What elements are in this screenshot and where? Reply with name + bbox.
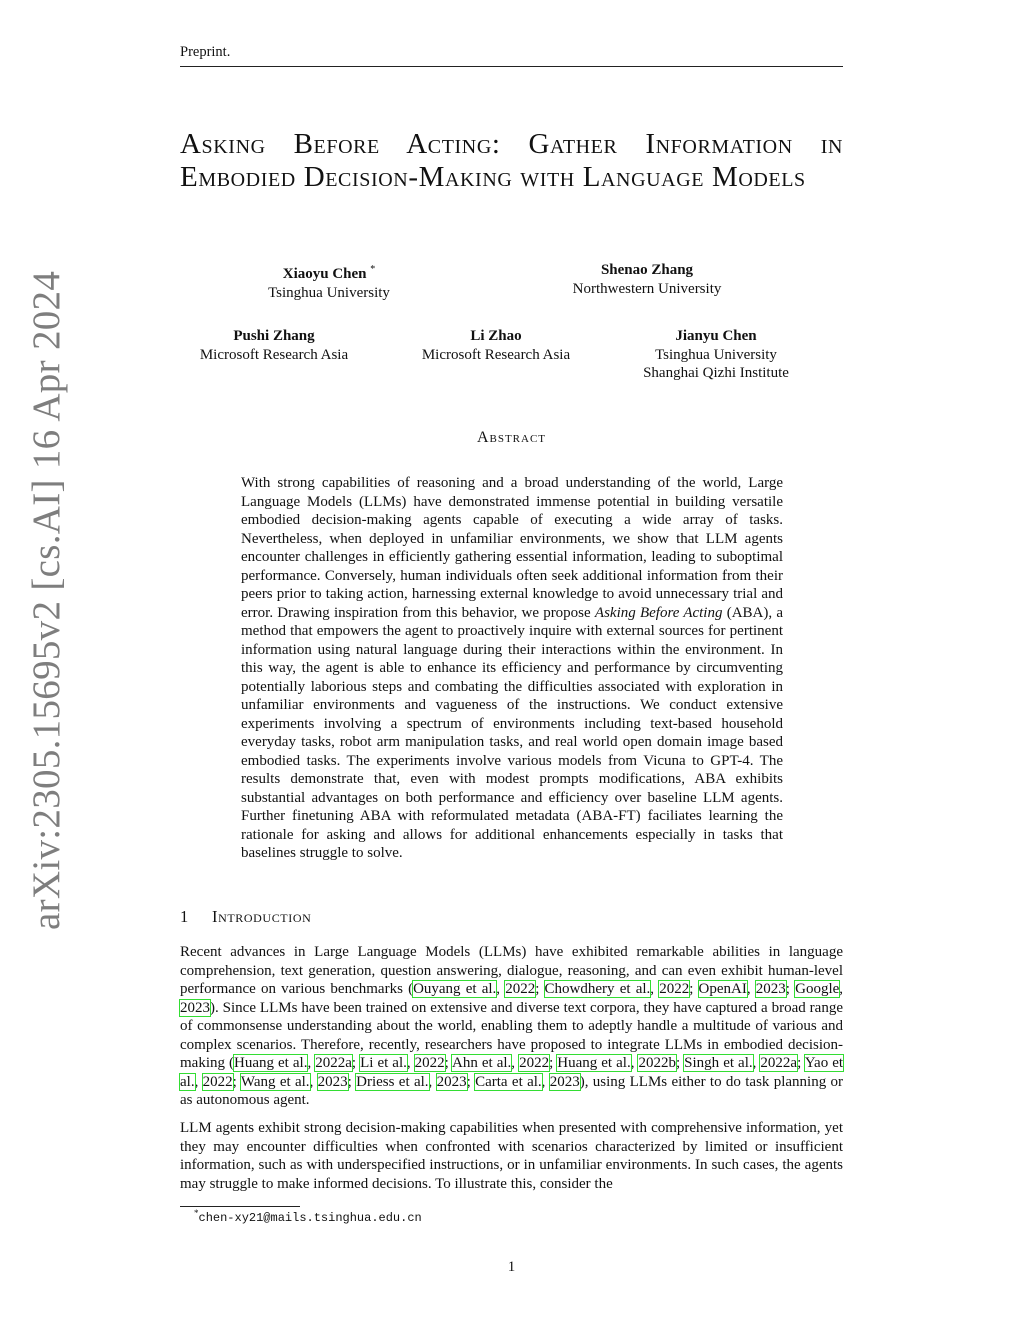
paragraph-text: Recent advances in Large Language Models (LLMs) have exhibited remarkable abilities in language comprehension, text generation, question answering, dialogue, reasoning, and can even exhibit human-level performance on various benchmarks ( <box>180 944 843 997</box>
paragraph-text: , <box>309 1073 318 1090</box>
author-block <box>229 261 429 302</box>
paragraph-text: ; <box>675 1055 685 1071</box>
paragraph-text: , <box>307 1055 316 1071</box>
author-affiliation: Tsinghua University <box>268 284 390 301</box>
citation-link[interactable]: 2023 <box>755 981 786 997</box>
paragraph-text: ; <box>797 1055 805 1071</box>
author-name: Xiaoyu Chen <box>282 266 367 282</box>
citation-link[interactable]: 2023 <box>180 999 210 1016</box>
author-name: Shenao Zhang <box>600 262 694 278</box>
paragraph-text: ; <box>347 1073 357 1090</box>
citation-link[interactable]: 2023 <box>436 1073 467 1090</box>
intro-paragraph-2: LLM agents exhibit strong decision-making capabilities when presented with comprehensive information, yet they may encounter difficulties when confronted with scenarios characterized by limited or insufficient information, such as with underspecified instructions, or in unfamiliar environments. In such cases, the agents may struggle to make informed decisions. To illustrate this, consider the <box>180 1120 843 1192</box>
paragraph-text: , <box>406 1055 415 1071</box>
paragraph-text: , <box>511 1055 520 1071</box>
citation-link[interactable]: 2022a <box>760 1055 798 1071</box>
citation-link[interactable]: 2022b <box>638 1055 676 1071</box>
author-block <box>174 327 374 364</box>
footnote <box>194 1208 422 1225</box>
paragraph-text: ; <box>232 1073 241 1090</box>
paragraph-text: ; <box>535 981 545 997</box>
author-block <box>616 327 816 383</box>
citation-link[interactable]: Ouyang et al. <box>413 981 497 997</box>
author-affiliation: Tsinghua University <box>655 346 777 363</box>
paragraph-text: , <box>541 1073 550 1090</box>
paragraph-text: ; <box>549 1055 558 1071</box>
author-affiliation-secondary: Shanghai Qizhi Institute <box>643 365 789 381</box>
citation-link[interactable]: Wang et al. <box>240 1073 310 1090</box>
paragraph-text: , <box>496 981 506 997</box>
footnote-rule <box>180 1206 300 1207</box>
section-number: 1 <box>180 907 189 926</box>
paragraph-text: , <box>194 1073 203 1090</box>
citation-link[interactable]: 2022 <box>414 1055 445 1071</box>
citation-link[interactable]: Google <box>795 981 840 997</box>
section-heading <box>180 907 311 927</box>
citation-link[interactable]: Yao et al. <box>180 1055 844 1090</box>
citation-link[interactable]: Li et al. <box>360 1055 407 1071</box>
author-affiliation: Microsoft Research Asia <box>199 346 349 363</box>
arxiv-identifier[interactable]: arXiv:2305.15695v2 [cs.AI] 16 Apr 2024 <box>25 270 68 930</box>
citation-link[interactable]: 2022 <box>519 1055 550 1071</box>
author-name: Li Zhao <box>470 328 522 344</box>
citation-link[interactable]: 2023 <box>549 1073 580 1090</box>
author-block <box>547 261 747 298</box>
abstract-text-part: With strong capabilities of reasoning and a broad understanding of the world, Large Language Models (LLMs) have demonstrated immense potential in building versatile embodied decision-making agents capable of executing a wide array of tasks. Nevertheless, when deployed in unfamiliar environments, we show that LLM agents encounter challenges in efficiently gathering essential information, leading to suboptimal performance. Conversely, human individuals often seek additional information from their peers prior to taking action, harnessing external knowledge to avoid unnecessary trial and error. Drawing inspiration from this behavior, we propose <box>241 475 783 621</box>
author-block <box>396 327 596 364</box>
paragraph-text: , <box>839 981 844 997</box>
author-name: Jianyu Chen <box>675 328 757 344</box>
citation-link[interactable]: Driess et al. <box>356 1073 429 1090</box>
page-number: 1 <box>507 1259 516 1275</box>
citation-link[interactable]: Huang et al. <box>557 1055 631 1071</box>
paper-title: Asking Before Acting: Gather Information in Embodied Decision-Making with Language Models <box>180 128 843 193</box>
citation-link[interactable]: OpenAI <box>698 981 747 997</box>
abstract-heading: Abstract <box>476 429 547 446</box>
citation-link[interactable]: Ahn et al. <box>452 1055 512 1071</box>
paragraph-text: ; <box>444 1055 453 1071</box>
method-name-emphasis: Asking Before Acting <box>594 604 723 621</box>
author-affiliation: Northwestern University <box>572 280 722 297</box>
paragraph-text: , <box>752 1055 761 1071</box>
header-rule <box>180 66 843 67</box>
section-title: Introduction <box>212 907 312 926</box>
running-head: Preprint. <box>180 44 231 60</box>
citation-link[interactable]: 2022 <box>659 981 690 997</box>
paragraph-text: ; <box>351 1055 361 1071</box>
paragraph-text: , <box>650 981 660 997</box>
citation-link[interactable]: Huang et al. <box>234 1055 308 1071</box>
paragraph-text: ). Since LLMs have been trained on extensive and diverse text corpora, they have captured a broad range of commonsense understanding about the world, enabling them to adeptly handle a multitude of various and complex scenarios. Therefore, recently, researchers have proposed to integrate LLMs in embodied decision-making ( <box>180 999 843 1071</box>
citation-link[interactable]: 2022a <box>315 1055 352 1071</box>
paragraph-text: , <box>630 1055 639 1071</box>
abstract-text-part: (ABA), a method that empowers the agent to proactively inquire with external sources for pertinent information using natural language during their interactions within the environment. In this way, the agent is able to enhance its efficiency and performance by circumventing potentially laborious steps and combating the difficulties associated with exploration in unfamiliar environments and vagueness of the instructions. We conduct extensive experiments involving a spectrum of environments including text-based household everyday tasks, robot arm manipulation tasks, and real world open domain image based embodied tasks. The experiments involve various models from Vicuna to GPT-4. The results demonstrate that, even with modest prompts modifications, ABA exhibits substantial advantages on both performance and efficiency over baseline LLM agents. Further finetuning ABA with reformulated metadata (ABA-FT) faciliates learning the rationale for asking and allows for additional enhancements especially in tasks that baselines struggle to solve. <box>241 604 783 861</box>
footnote-email[interactable]: chen-xy21@mails.tsinghua.edu.cn <box>198 1211 422 1225</box>
footnote-mark: * <box>194 1208 199 1218</box>
citation-link[interactable]: Carta et al. <box>475 1073 542 1090</box>
paragraph-text: ; <box>466 1073 476 1090</box>
paragraph-text: ), using LLMs either to do task planning or as autonomous agent. <box>180 1073 844 1108</box>
citation-link[interactable]: 2022 <box>202 1073 233 1090</box>
paragraph-text: , <box>746 981 756 997</box>
paragraph-text: ; <box>785 981 796 997</box>
paragraph-text: , <box>428 1073 437 1090</box>
citation-link[interactable]: 2022 <box>505 981 536 997</box>
citation-link[interactable]: Singh et al. <box>684 1055 753 1071</box>
author-name: Pushi Zhang <box>233 328 315 344</box>
citation-link[interactable]: Chowdhery et al. <box>544 981 651 997</box>
author-affiliation: Microsoft Research Asia <box>421 346 571 363</box>
paragraph-text: ; <box>689 981 699 997</box>
author-footnote-mark[interactable]: * <box>370 264 376 275</box>
intro-paragraph-1 <box>180 943 843 1110</box>
citation-link[interactable]: 2023 <box>317 1073 348 1090</box>
abstract-body <box>241 474 783 863</box>
